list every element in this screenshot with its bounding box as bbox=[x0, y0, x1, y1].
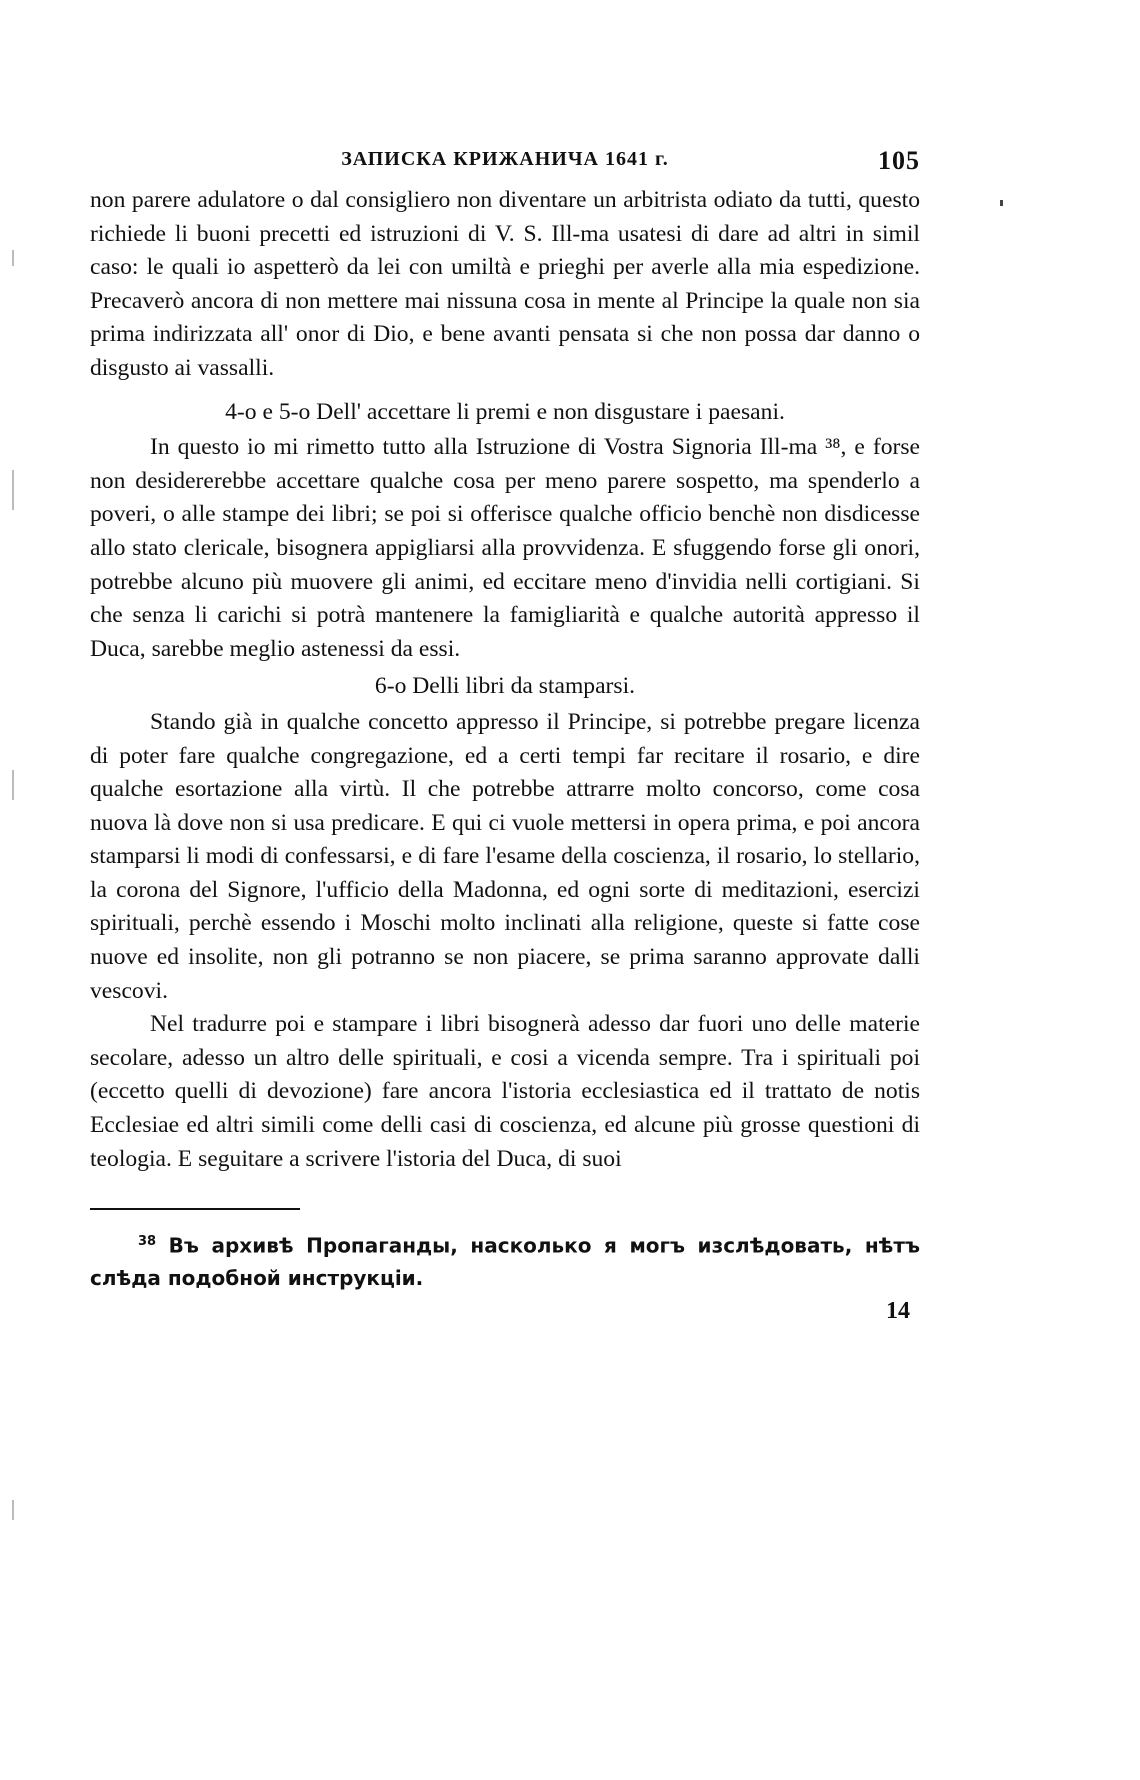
footnote-separator bbox=[90, 1208, 300, 1210]
right-margin-mark bbox=[1000, 200, 1003, 206]
footnote-text: Въ архивѣ Пропаганды, насколько я могъ изслѣдовать, нѣтъ слѣда подобной инструкціи. bbox=[90, 1233, 921, 1290]
left-margin-mark bbox=[12, 1500, 14, 1520]
paragraph: non parere adulatore o dal consigliero non diventare un arbitrista odiato da tutti, questo richiede li buoni precetti ed istruzioni di V. S. Ill-ma usatesi di dare ad altri in simil caso: le quali io aspetterò da lei con umiltà e prieghi per averle alla mia espedizione. Precaverò ancora di non mettere mai nissuna cosa in mente al Principe la quale non sia prima indirizzata all' onor di Dio, e bene avanti pensata si che non possa dar danno o disgusto ai vassalli. bbox=[90, 187, 920, 381]
footnote bbox=[90, 1226, 920, 1294]
running-head bbox=[90, 148, 920, 184]
running-title: ЗАПИСКА КРИЖАНИЧА 1641 г. bbox=[341, 148, 669, 170]
paragraph: In questo io mi rimetto tutto alla Istruzione di Vostra Signoria Ill-ma ³⁸, e forse non desidererebbe accettare qualche cosa per meno parere sospetto, ma spenderlo a poveri, o alle stampe dei libri; se poi si offerisce qualche officio benchè non disdicesse allo stato clericale, bisognera appigliarsi alla provvidenza. E sfuggendo forse gli onori, potrebbe alcuno più muovere gli animi, ed eccitare meno d'invidia nelli cortigiani. Si che senza li carichi si potrà mantenere la famigliarità e qualche autorità appresso il Duca, sarebbe meglio astenessi da essi. bbox=[90, 434, 920, 662]
document-page bbox=[90, 148, 920, 1325]
section-heading: 6-o Delli libri da stamparsi. bbox=[374, 673, 636, 700]
signature-mark: 14 bbox=[886, 1297, 910, 1324]
left-margin-mark bbox=[12, 250, 14, 266]
page-number: 105 bbox=[878, 146, 920, 175]
paragraph: Nel tradurre poi e stampare i libri bisognerà adesso dar fuori uno delle materie secolare, adesso un altro delle spirituali, e cosi a vicenda sempre. Tra i spirituali poi (eccetto quelli di devozione) fare ancora l'istoria ecclesiastica ed il trattato de notis Ecclesiae ed altri simili come delli casi di coscienza, ed alcune più grosse questioni di teologia. E seguitare a scrivere l'istoria del Duca, di suoi bbox=[90, 1011, 920, 1172]
left-margin-mark bbox=[12, 770, 14, 800]
footnote-marker: 38 bbox=[138, 1234, 157, 1250]
section-heading: 4-o e 5-o Dell' accettare li premi e non disgustare i paesani. bbox=[225, 398, 785, 425]
paragraph: Stando già in qualche concetto appresso il Principe, si potrebbe pregare licenza di poter fare qualche congregazione, ed a certi tempi far recitare il rosario, e dire qualche esortazione alla virtù. Il che potrebbe attrarre molto concorso, come cosa nuova là dove non si usa predicare. E qui ci vuole mettersi in opera prima, e poi ancora stamparsi li modi di confessarsi, e di fare l'esame della coscienza, il rosario, lo stellario, la corona del Signore, l'ufficio della Madonna, ed ogni sorte di meditazioni, esercizi spirituali, perchè essendo i Moschi molto inclinati alla religione, queste si fatte cose nuove ed insolite, non gli potranno se non piacere, se prima saranno approvate dalli vescovi. bbox=[90, 708, 920, 1004]
left-margin-mark bbox=[12, 470, 14, 510]
